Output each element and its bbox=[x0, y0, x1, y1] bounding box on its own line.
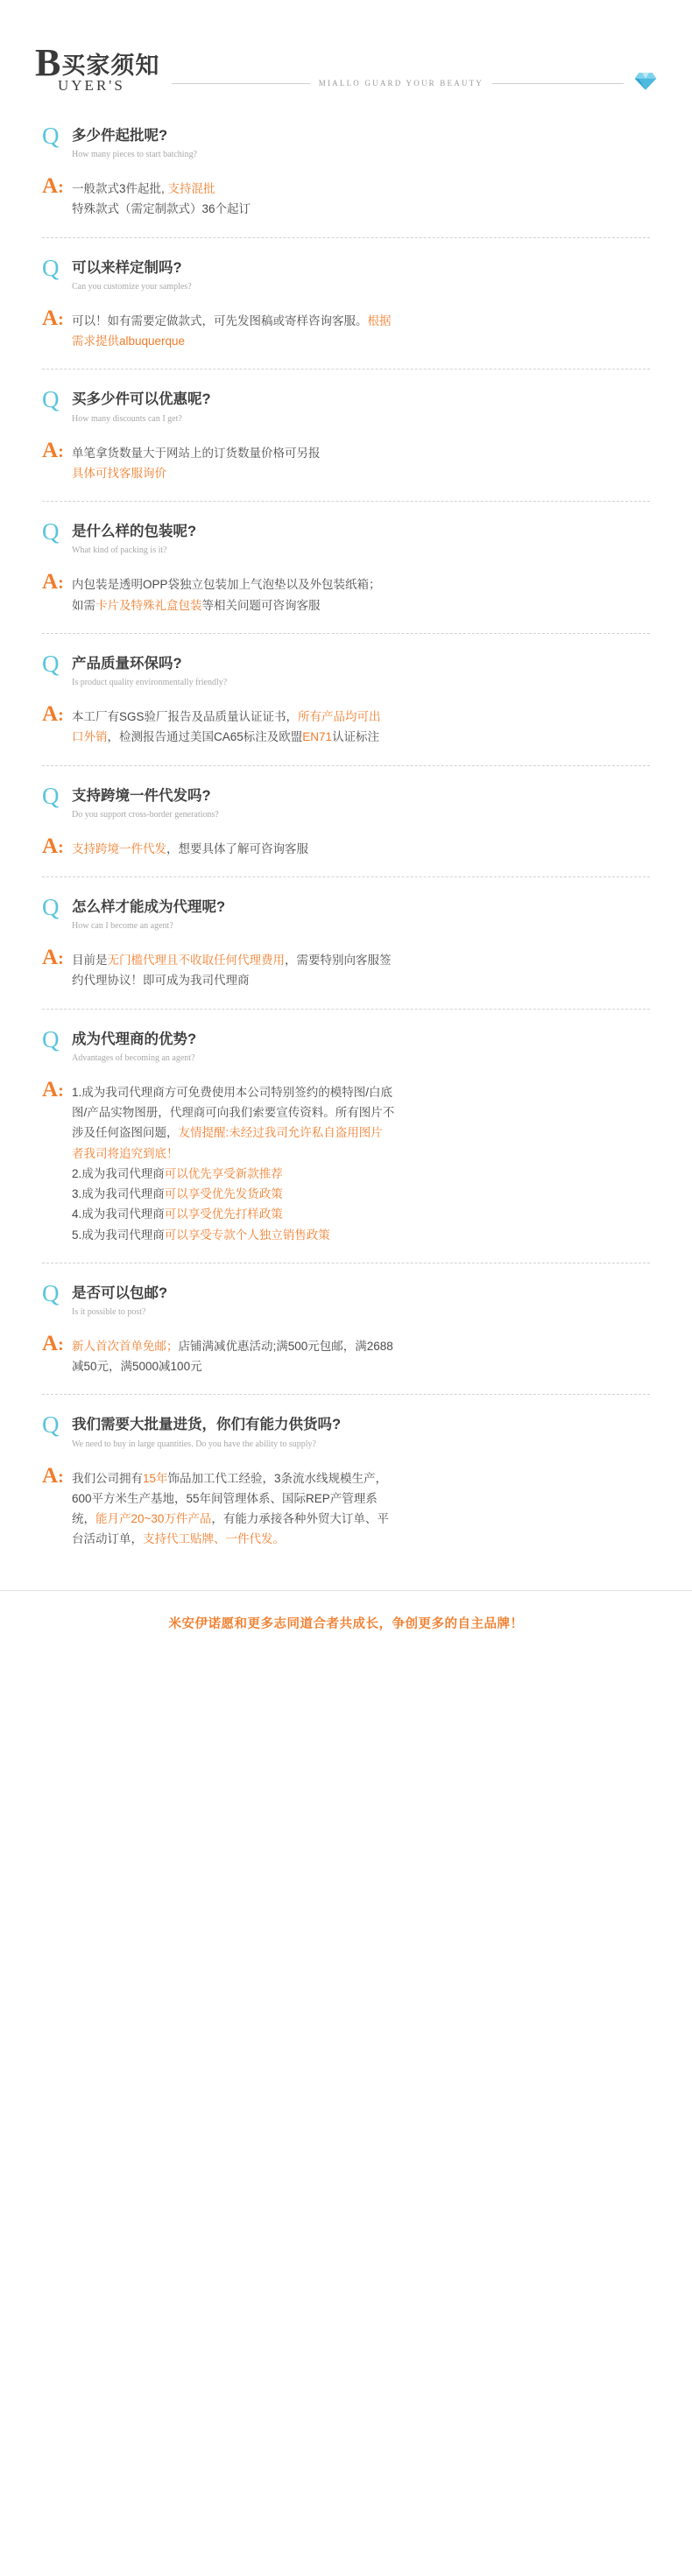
answer-highlight: 需求提供albuquerque bbox=[72, 334, 186, 348]
question-body bbox=[72, 785, 219, 820]
answer-text: ，需要特别向客服签 bbox=[285, 954, 392, 968]
answer-colon: : bbox=[58, 1334, 64, 1355]
answer-line bbox=[72, 1204, 394, 1224]
faq-list bbox=[0, 105, 692, 1567]
faq-question bbox=[42, 254, 650, 292]
answer-line bbox=[72, 199, 251, 219]
question-body bbox=[72, 1413, 341, 1448]
answer-highlight: 可以享受优先发货政策 bbox=[164, 1187, 283, 1201]
question-body bbox=[72, 257, 192, 292]
answer-text: 饰品加工代工经验，3条流水线规模生产， bbox=[167, 1471, 388, 1485]
answer-body bbox=[72, 440, 321, 483]
question-text-en: How can I become an agent? bbox=[72, 921, 173, 932]
answer-colon: : bbox=[58, 574, 64, 594]
faq-item bbox=[0, 369, 692, 501]
answer-mark-letter bbox=[42, 175, 72, 197]
answer-highlight: 可以优先享受新款推荐 bbox=[164, 1166, 283, 1180]
faq-question bbox=[42, 1413, 650, 1448]
diamond-icon bbox=[634, 72, 657, 91]
faq-answer bbox=[42, 1465, 650, 1550]
faq-item bbox=[0, 105, 692, 237]
answer-text: 店铺满减优惠活动;满500元包邮，满2688 bbox=[178, 1339, 393, 1353]
faq-item bbox=[0, 1394, 692, 1566]
answer-text: 单笔拿货数量大于网站上的订货数量价格可另报 bbox=[72, 446, 321, 460]
answer-line bbox=[72, 1123, 394, 1143]
answer-highlight: 新人首次首单免邮； bbox=[72, 1339, 179, 1353]
answer-letter: A bbox=[42, 946, 59, 970]
question-text-en: Advantages of becoming an agent? bbox=[72, 1052, 195, 1063]
answer-highlight: 所有产品均可出 bbox=[298, 710, 381, 724]
answer-mark-letter bbox=[42, 1079, 72, 1101]
header-divider-left bbox=[172, 83, 309, 84]
faq-question bbox=[42, 1279, 650, 1317]
answer-colon: : bbox=[58, 178, 64, 198]
answer-line bbox=[72, 1225, 394, 1245]
header-slogan: MIALLO GUARD YOUR BEAUTY bbox=[318, 79, 484, 88]
answer-highlight: 可以享受专款个人独立销售政策 bbox=[164, 1228, 330, 1242]
faq-question bbox=[42, 520, 650, 555]
answer-text: 600平方米生产基地，55年间管理体系、国际REP产管理系 bbox=[72, 1491, 378, 1505]
answer-line bbox=[72, 443, 321, 463]
answer-text: 1.成为我司代理商方可免费使用本公司特别签约的模特图/白底 bbox=[72, 1085, 393, 1099]
question-body bbox=[72, 388, 211, 423]
answer-line bbox=[72, 463, 321, 483]
page-title bbox=[35, 41, 160, 95]
answer-body bbox=[72, 307, 392, 351]
answer-highlight: 者我司将追究到底！ bbox=[72, 1146, 179, 1160]
faq-answer bbox=[42, 835, 650, 859]
answer-letter: A bbox=[42, 1077, 59, 1101]
question-mark-letter: Q bbox=[42, 518, 60, 545]
answer-colon: : bbox=[58, 837, 64, 857]
answer-letter: A bbox=[42, 834, 59, 858]
answer-body bbox=[72, 835, 308, 859]
answer-highlight: 能月产20~30万件产品 bbox=[95, 1512, 212, 1526]
answer-line bbox=[72, 331, 392, 351]
answer-line bbox=[72, 1164, 394, 1184]
answer-line bbox=[72, 1184, 394, 1204]
answer-body bbox=[72, 1079, 394, 1245]
answer-colon: : bbox=[58, 1080, 64, 1101]
answer-mark-letter bbox=[42, 703, 72, 725]
question-text-cn: 我们需要大批量进货，你们有能力供货吗? bbox=[72, 1417, 342, 1433]
answer-line bbox=[72, 727, 381, 747]
answer-line bbox=[72, 179, 251, 199]
question-mark-letter: Q bbox=[42, 123, 60, 149]
question-body bbox=[72, 124, 197, 159]
answer-body bbox=[72, 947, 392, 990]
faq-question bbox=[42, 124, 650, 159]
answer-text: 2.成为我司代理商 bbox=[72, 1166, 165, 1180]
faq-question bbox=[42, 1025, 650, 1063]
faq-question bbox=[42, 782, 650, 820]
question-text-cn: 是什么样的包装呢? bbox=[72, 524, 197, 540]
answer-text: ，想要具体了解可咨询客服 bbox=[166, 841, 308, 855]
answer-line bbox=[72, 1144, 394, 1164]
question-text-cn: 怎么样才能成为代理呢? bbox=[72, 899, 226, 915]
faq-item bbox=[0, 1263, 692, 1395]
faq-item bbox=[0, 633, 692, 765]
answer-highlight: 支持跨境一件代发 bbox=[72, 841, 166, 855]
question-text-cn: 可以来样定制吗? bbox=[72, 259, 182, 276]
faq-answer bbox=[42, 947, 650, 990]
question-body bbox=[72, 1282, 167, 1317]
question-text-cn: 买多少件可以优惠呢? bbox=[72, 391, 211, 408]
question-text-en: How many discounts can I get? bbox=[72, 413, 182, 424]
answer-letter: A bbox=[42, 174, 59, 199]
answer-text: 图/产品实物图册，代理商可向我们索要宣传资料。所有图片不 bbox=[72, 1106, 395, 1120]
question-mark-letter: Q bbox=[42, 650, 60, 677]
answer-letter: A bbox=[42, 306, 59, 330]
faq-answer bbox=[42, 1079, 650, 1245]
answer-text: 3.成为我司代理商 bbox=[72, 1187, 165, 1201]
answer-line bbox=[72, 1509, 389, 1529]
question-mark-letter: Q bbox=[42, 894, 60, 920]
answer-colon: : bbox=[58, 1467, 64, 1487]
logo-initial: B bbox=[35, 41, 62, 84]
question-mark-letter: Q bbox=[42, 782, 60, 809]
question-text-en: How many pieces to start batching? bbox=[72, 150, 198, 160]
answer-text: 4.成为我司代理商 bbox=[72, 1207, 165, 1221]
question-text-cn: 多少件起批呢? bbox=[72, 128, 168, 144]
answer-colon: : bbox=[58, 949, 64, 969]
answer-body bbox=[72, 1465, 389, 1550]
answer-text: 我们公司拥有 bbox=[72, 1471, 143, 1485]
question-text-cn: 成为代理商的优势? bbox=[72, 1031, 197, 1047]
answer-highlight: 支持代工贴牌、一件代发。 bbox=[143, 1532, 285, 1546]
question-body bbox=[72, 896, 225, 931]
faq-question bbox=[42, 652, 650, 687]
answer-colon: : bbox=[58, 441, 64, 461]
answer-line bbox=[72, 595, 381, 616]
answer-text: 可以！如有需要定做款式，可先发图稿或寄样咨询客服。 bbox=[72, 313, 368, 327]
answer-body bbox=[72, 571, 381, 615]
question-text-en: Is it possible to post? bbox=[72, 1306, 146, 1317]
question-mark-letter: Q bbox=[42, 1411, 60, 1439]
answer-text: 台活动订单， bbox=[72, 1532, 143, 1546]
answer-letter: A bbox=[42, 570, 59, 595]
answer-text: 目前是 bbox=[72, 954, 108, 968]
answer-body bbox=[72, 703, 381, 747]
answer-line bbox=[72, 1102, 394, 1123]
answer-text: 等相关问题可咨询客服 bbox=[201, 598, 321, 612]
answer-line bbox=[72, 574, 381, 595]
answer-text: 减50元，满5000减100元 bbox=[72, 1360, 202, 1374]
question-text-en: Is product quality environmentally friendly? bbox=[72, 678, 228, 688]
answer-letter: A bbox=[42, 702, 59, 727]
question-body bbox=[72, 652, 227, 687]
page-header bbox=[0, 0, 692, 105]
answer-letter: A bbox=[42, 438, 59, 462]
question-text-cn: 支持跨境一件代发吗? bbox=[72, 787, 211, 804]
answer-line bbox=[72, 311, 392, 331]
answer-highlight: 支持混批 bbox=[167, 182, 215, 196]
answer-line bbox=[72, 970, 392, 990]
faq-answer bbox=[42, 1333, 650, 1376]
question-body bbox=[72, 1028, 196, 1063]
header-divider-right bbox=[492, 83, 624, 84]
faq-answer bbox=[42, 307, 650, 351]
answer-line bbox=[72, 839, 308, 859]
footer-slogan: 米安伊诺愿和更多志同道合者共成长，争创更多的自主品牌！ bbox=[168, 1616, 524, 1631]
answer-highlight: EN71 bbox=[302, 730, 333, 744]
answer-line bbox=[72, 1082, 394, 1102]
question-mark-letter: Q bbox=[42, 1279, 60, 1306]
faq-question bbox=[42, 388, 650, 423]
answer-text: 5.成为我司代理商 bbox=[72, 1228, 165, 1242]
page-title-sub: UYER'S bbox=[58, 77, 125, 94]
question-mark-letter: Q bbox=[42, 1025, 60, 1052]
page-title-cn: 买家须知 bbox=[61, 53, 160, 79]
question-text-en: We need to buy in large quantities. Do you have the ability to supply? bbox=[72, 1439, 316, 1449]
answer-text: 特殊款式（需定制款式）36个起订 bbox=[72, 202, 251, 216]
answer-text: ，有能力承接各种外贸大订单、平 bbox=[211, 1512, 389, 1526]
answer-mark-letter bbox=[42, 835, 72, 857]
answer-colon: : bbox=[58, 706, 64, 726]
answer-highlight: 可以享受优先打样政策 bbox=[164, 1207, 283, 1221]
faq-item bbox=[0, 501, 692, 633]
question-text-en: Can you customize your samples? bbox=[72, 281, 192, 292]
answer-mark-letter bbox=[42, 1465, 72, 1487]
answer-line bbox=[72, 950, 392, 970]
question-mark-letter: Q bbox=[42, 254, 60, 281]
answer-text: ，检测报告通过美国CA65标注及欧盟 bbox=[107, 730, 303, 744]
faq-item bbox=[0, 1009, 692, 1263]
faq-item bbox=[0, 765, 692, 876]
answer-text: 统， bbox=[72, 1512, 95, 1526]
answer-highlight: 具体可找客服询价 bbox=[72, 466, 166, 480]
answer-mark-letter bbox=[42, 1333, 72, 1355]
question-text-cn: 产品质量环保吗? bbox=[72, 655, 182, 672]
faq-question bbox=[42, 896, 650, 931]
answer-body bbox=[72, 175, 251, 219]
answer-mark-letter bbox=[42, 440, 72, 461]
question-body bbox=[72, 520, 196, 555]
faq-item bbox=[0, 237, 692, 370]
answer-text: 涉及任何盗图问题， bbox=[72, 1126, 179, 1140]
question-text-en: What kind of packing is it? bbox=[72, 545, 167, 556]
answer-letter: A bbox=[42, 1463, 59, 1488]
answer-line bbox=[72, 1529, 389, 1549]
faq-answer bbox=[42, 703, 650, 747]
answer-line bbox=[72, 1336, 393, 1356]
answer-highlight: 15年 bbox=[143, 1471, 168, 1485]
answer-text: 认证标注 bbox=[332, 730, 380, 744]
answer-highlight: 根据 bbox=[367, 313, 392, 327]
answer-mark-letter bbox=[42, 571, 72, 593]
answer-highlight: 友情提醒:未经过我司允许私自盗用图片 bbox=[178, 1126, 383, 1140]
answer-body bbox=[72, 1333, 393, 1376]
answer-text: 约代理协议！即可成为我司代理商 bbox=[72, 974, 250, 988]
answer-highlight: 口外销 bbox=[72, 730, 108, 744]
answer-mark-letter bbox=[42, 947, 72, 968]
page-footer bbox=[0, 1590, 692, 1658]
answer-text: 一般款式3件起批, bbox=[72, 182, 168, 196]
answer-highlight: 卡片及特殊礼盒包装 bbox=[95, 598, 202, 612]
answer-text: 本工厂有SGS验厂报告及品质量认证证书， bbox=[72, 710, 299, 724]
answer-text: 内包装是透明OPP袋独立包装加上气泡垫以及外包装纸箱； bbox=[72, 578, 381, 592]
answer-mark-letter bbox=[42, 307, 72, 329]
answer-line bbox=[72, 707, 381, 727]
question-mark-letter: Q bbox=[42, 386, 60, 413]
faq-answer bbox=[42, 440, 650, 483]
answer-highlight: 无门槛代理且不收取任何代理费用 bbox=[107, 954, 285, 968]
answer-line bbox=[72, 1356, 393, 1376]
faq-item bbox=[0, 876, 692, 1009]
faq-answer bbox=[42, 571, 650, 615]
question-text-cn: 是否可以包邮? bbox=[72, 1284, 168, 1301]
question-text-en: Do you support cross-border generations? bbox=[72, 809, 219, 820]
answer-line bbox=[72, 1468, 389, 1489]
answer-line bbox=[72, 1489, 389, 1509]
answer-letter: A bbox=[42, 1331, 59, 1355]
answer-text: 如需 bbox=[72, 598, 95, 612]
faq-answer bbox=[42, 175, 650, 219]
answer-colon: : bbox=[58, 309, 64, 329]
